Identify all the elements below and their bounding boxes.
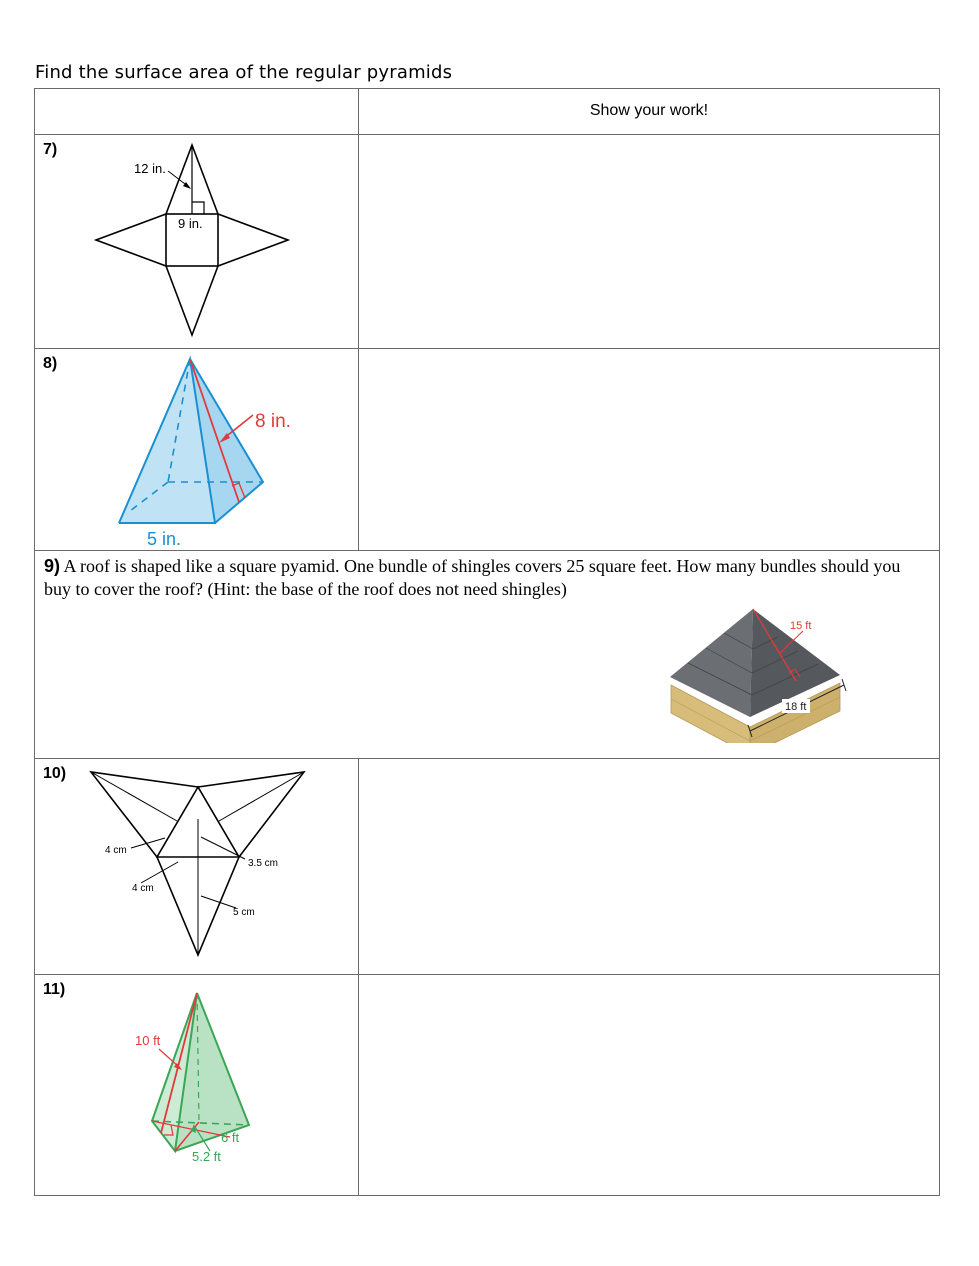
net-right-angle-mark — [192, 202, 204, 214]
header-left-cell — [35, 89, 359, 135]
problem-10-side-a-label: 4 cm — [105, 845, 127, 856]
problem-7-slant-label: 12 in. — [134, 161, 166, 176]
problem-7-base-label: 9 in. — [178, 216, 203, 231]
problem-11-pyramid-diagram — [35, 975, 357, 1193]
problem-11-number: 11) — [43, 981, 66, 998]
problem-9-cell[interactable] — [35, 551, 939, 759]
net-right-triangle — [218, 214, 288, 266]
problem-10-work-area[interactable] — [359, 759, 939, 975]
header-show-work: Show your work! — [359, 89, 939, 135]
problem-7-cell — [35, 135, 359, 349]
problem-10-cell — [35, 759, 359, 975]
problem-7-net-diagram — [35, 135, 357, 347]
problem-11-cell — [35, 975, 359, 1195]
problem-9-base-label: 18 ft — [785, 701, 807, 713]
problem-9-roof-image — [668, 603, 848, 743]
problem-7-work-area[interactable] — [359, 135, 939, 349]
problem-11-work-area[interactable] — [359, 975, 939, 1195]
problem-table — [34, 88, 940, 1196]
problem-8-number: 8) — [43, 355, 58, 372]
problem-9-number: 9) — [44, 556, 61, 576]
problem-9-question — [44, 555, 929, 601]
problem-10-height-label: 3.5 cm — [248, 858, 279, 869]
problem-8-pyramid-diagram — [35, 349, 357, 549]
problem-9-text: A roof is shaped like a square pyamid. One bundle of shingles covers 25 square feet. How many bundles should you buy to cover the roof? (Hint: the base of the roof does not need shingles) — [44, 556, 901, 599]
problem-10-number: 10) — [43, 765, 67, 782]
problem-11-slant-label: 10 ft — [135, 1033, 161, 1048]
problem-8-base-label: 5 in. — [147, 529, 182, 549]
problem-11-base-side-label: 6 ft — [221, 1130, 240, 1145]
problem-8-work-area[interactable] — [359, 349, 939, 551]
net-left-triangle — [96, 214, 166, 266]
problem-10-side-b-label: 4 cm — [132, 883, 154, 894]
problem-7-number: 7) — [43, 141, 58, 158]
problem-9-slant-label: 15 ft — [790, 620, 812, 632]
problem-10-slant-label: 5 cm — [233, 907, 255, 918]
problem-8-slant-label: 8 in. — [255, 411, 291, 432]
problem-10-net-diagram — [35, 759, 357, 973]
problem-8-cell — [35, 349, 359, 551]
net-bottom-triangle — [166, 266, 218, 335]
page-title: Find the surface area of the regular pyramids — [35, 62, 453, 83]
problem-11-base-height-label: 5.2 ft — [192, 1149, 221, 1164]
